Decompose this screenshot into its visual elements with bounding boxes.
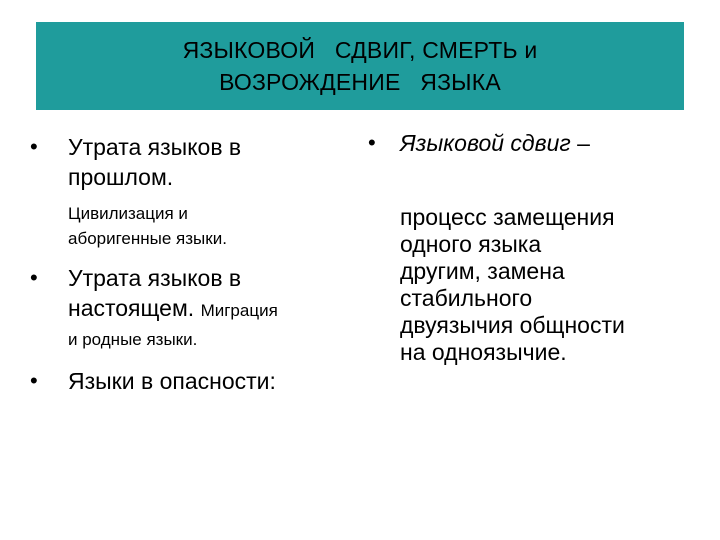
- bullet-icon: •: [30, 265, 38, 290]
- language-shift-definition: [400, 204, 704, 366]
- bullet-icon: •: [30, 368, 38, 393]
- note-civilization: [68, 201, 352, 251]
- language-shift-term: Языковой сдвиг: [400, 130, 571, 156]
- endangered-line-1: Языки в опасности:: [68, 368, 276, 394]
- title-line-2: ВОЗРОЖДЕНИЕ ЯЗЫКА: [219, 69, 501, 95]
- right-column: [364, 128, 704, 366]
- definition-line-3: другим, замена: [400, 258, 565, 284]
- note-native-line-1: и родные языки.: [68, 330, 198, 349]
- past-loss-line-2: прошлом.: [68, 164, 174, 190]
- bullet-icon: •: [30, 134, 38, 159]
- bullet-icon: •: [368, 130, 376, 155]
- present-loss-line-2: настоящем.: [68, 295, 195, 321]
- definition-line-4: стабильного: [400, 285, 533, 311]
- term-dash: –: [570, 130, 590, 156]
- definition-line-2: одного языка: [400, 231, 542, 257]
- note-civilization-line-2: аборигенные языки.: [68, 229, 227, 248]
- definition-line-5: двуязычия общности: [400, 312, 625, 338]
- past-loss-line-1: Утрата языков в: [68, 134, 242, 160]
- bullet-item-past-loss: [22, 132, 352, 192]
- present-loss-line-1: Утрата языков в: [68, 265, 242, 291]
- bullet-item-endangered: [22, 366, 352, 396]
- title-line-1: ЯЗЫКОВОЙ СДВИГ, СМЕРТЬ и: [182, 37, 538, 63]
- note-native-languages: [68, 327, 352, 352]
- title-banner: [36, 22, 684, 110]
- bullet-item-present-loss: [22, 263, 352, 323]
- note-civilization-line-1: Цивилизация и: [68, 204, 188, 223]
- migration-note: Миграция: [200, 301, 278, 320]
- definition-line-6: на одноязычие.: [400, 339, 567, 365]
- definition-line-1: процесс замещения: [400, 204, 615, 230]
- left-column: [22, 132, 352, 396]
- bullet-item-language-shift: [364, 128, 704, 158]
